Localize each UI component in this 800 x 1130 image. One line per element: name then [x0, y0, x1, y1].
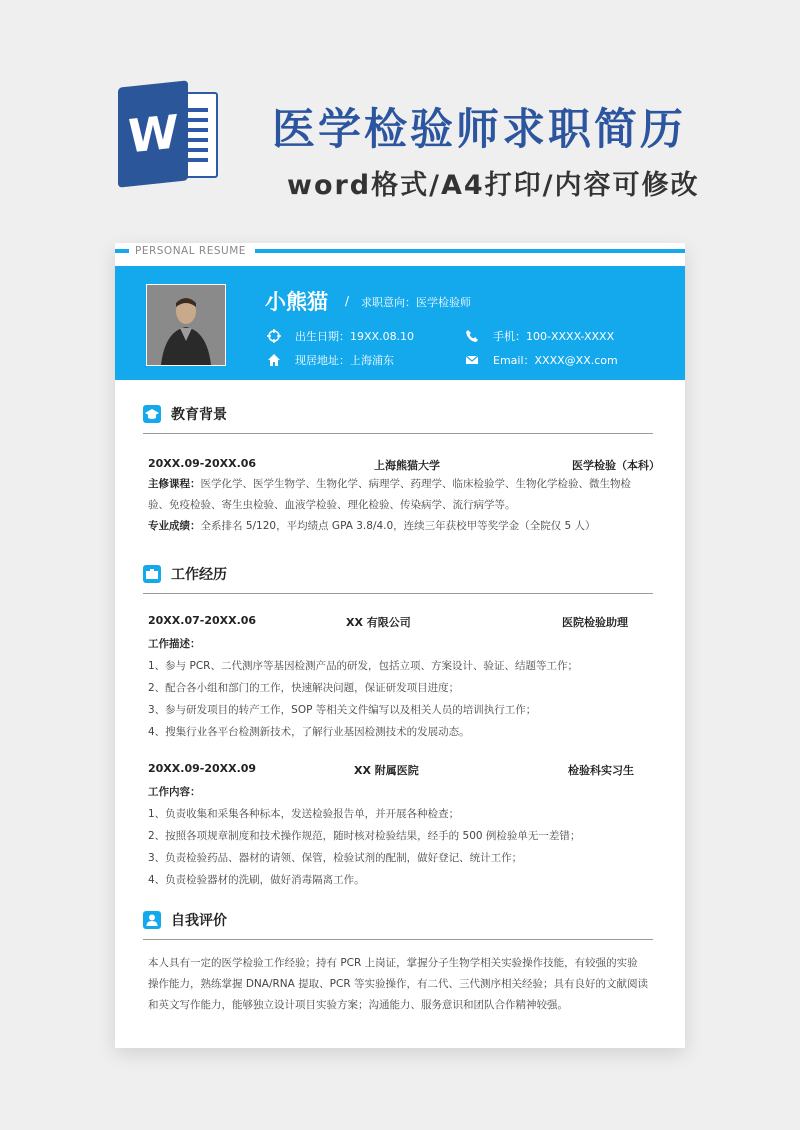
- phone-row: [465, 328, 614, 344]
- job-item: 4、负责检验器材的洗刷，做好消毒隔离工作。: [148, 874, 365, 886]
- home-address: 现居地址：上海浦东: [295, 354, 394, 367]
- school-name: 上海熊猫大学: [374, 459, 440, 472]
- work-section-header: [143, 559, 653, 594]
- job-period: 20XX.07-20XX.06: [148, 614, 257, 627]
- job-item: 4、搜集行业各平台检测新技术，了解行业基因检测技术的发展动态。: [148, 726, 470, 738]
- education-section-header: [143, 399, 653, 434]
- profile-photo: [146, 284, 226, 366]
- courses-text: 医学化学、医学生物学、生物化学、病理学、药理学、临床检验学、生物化学检验、微生物检验、免疫检验、寄生虫检验、血液学检验、理化检验、传染病学、流行病学等。: [148, 478, 631, 511]
- major-name: 医学检验（本科）: [572, 459, 660, 472]
- work-title: 工作经历: [171, 567, 227, 583]
- email-address: Email：XXXX@XX.com: [493, 354, 618, 367]
- person-icon: [143, 911, 161, 929]
- courses-label: 主修课程：: [148, 478, 201, 490]
- job-role: 医院检验助理: [562, 616, 628, 629]
- score-label: 专业成绩：: [148, 520, 201, 532]
- job-company: XX 附属医院: [354, 764, 419, 777]
- word-letter-badge: W: [118, 80, 188, 187]
- self-eval-text: 本人具有一定的医学检验工作经验；持有 PCR 上岗证，掌握分子生物学相关实验操作技能，有较强的实验操作能力，熟练掌握 DNA/RNA 提取、PCR 等实验操作，有二代、三代测序相关经验；具有良好的文献阅读和英文写作能力，能够独立设计项目实验方案；沟通能力、服务意识和团队合作精神较强。: [148, 957, 648, 1011]
- candidate-name: 小熊猫: [265, 290, 328, 314]
- self-eval-section-header: [143, 905, 653, 940]
- phone-icon: [465, 329, 479, 343]
- job-item: 2、配合各小组和部门的工作，快速解决问题，保证研发项目进度；: [148, 682, 460, 694]
- job-company: XX 有限公司: [346, 616, 411, 629]
- job-period: 20XX.09-20XX.09: [148, 762, 257, 775]
- email-icon: [465, 353, 479, 367]
- resume-tagline: [115, 243, 685, 263]
- briefcase-icon: [143, 565, 161, 583]
- tagline-left-bar: [115, 249, 129, 253]
- job-item: 3、负责检验药品、器材的请领、保管，检验试剂的配制，做好登记、统计工作；: [148, 852, 523, 864]
- birth-date: 出生日期：19XX.08.10: [295, 330, 415, 343]
- education-title: 教育背景: [171, 407, 227, 423]
- job-item: 1、负责收集和采集各种标本，发送检验报告单，并开展各种检查；: [148, 808, 460, 820]
- job-intent: 求职意向：医学检验师: [361, 296, 471, 309]
- job-item: 1、参与 PCR、二代测序等基因检测产品的研发，包括立项、方案设计、验证、结题等工作；: [148, 660, 578, 672]
- tagline-text: PERSONAL RESUME: [135, 245, 246, 257]
- education-courses: [148, 474, 648, 516]
- score-text: 全系排名 5/120，平均绩点 GPA 3.8/4.0，连续三年获校甲等奖学金（全院仅 5 人）: [200, 520, 596, 532]
- crosshair-icon: [267, 329, 281, 343]
- home-icon: [267, 353, 281, 367]
- phone-number: 手机：100-XXXX-XXXX: [493, 330, 615, 343]
- tagline-right-bar: [255, 249, 685, 253]
- address-row: [267, 352, 394, 368]
- word-app-icon: [118, 84, 222, 188]
- resume-card: [115, 243, 685, 1048]
- job-item: 3、参与研发项目的转产工作，SOP 等相关文件编写以及相关人员的培训执行工作；: [148, 704, 537, 716]
- education-score: [148, 516, 648, 537]
- job-item: 2、按照各项规章制度和技术操作规范，随时核对检验结果，经手的 500 例检验单无一差错；: [148, 830, 581, 842]
- banner-subtitle: word格式/A4打印/内容可修改: [287, 170, 700, 201]
- job-role: 检验科实习生: [568, 764, 634, 777]
- birth-row: [267, 328, 414, 344]
- resume-header: [115, 266, 685, 380]
- job-desc-label: 工作描述：: [148, 638, 201, 650]
- title-separator: /: [345, 294, 350, 308]
- self-eval-title: 自我评价: [171, 913, 227, 929]
- graduation-cap-icon: [143, 405, 161, 423]
- education-period: 20XX.09-20XX.06: [148, 457, 257, 470]
- banner-title: 医学检验师求职简历: [272, 105, 686, 155]
- email-row: [465, 352, 618, 368]
- job-desc-label: 工作内容：: [148, 786, 201, 798]
